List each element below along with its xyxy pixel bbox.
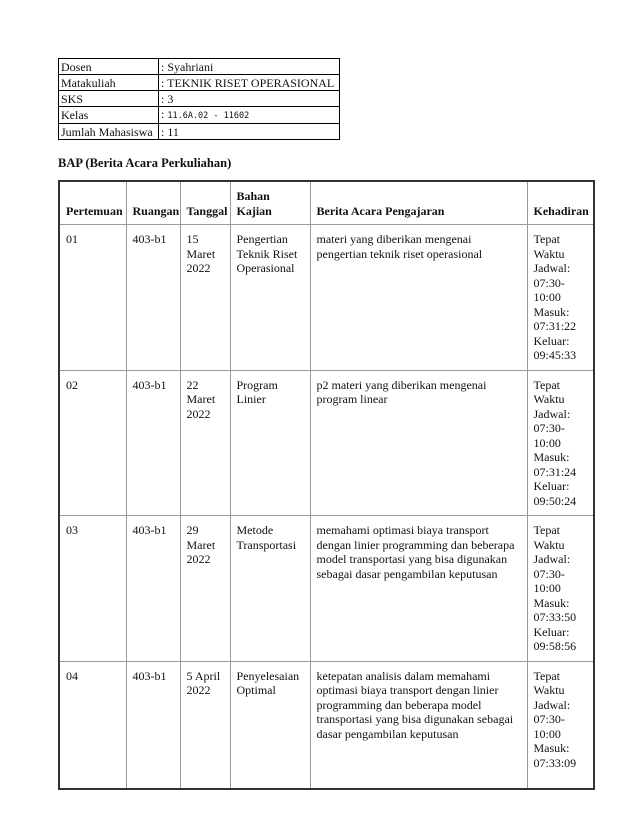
info-value-text: TEKNIK RISET OPERASIONAL	[167, 75, 335, 90]
kehadiran-status: Tepat Waktu	[533, 523, 565, 552]
bap-header-row	[59, 181, 594, 225]
cell-ruangan: 403-b1	[126, 661, 180, 789]
info-value-text: 11	[167, 124, 179, 139]
info-separator: :	[161, 75, 165, 90]
cell-kehadiran	[527, 516, 594, 662]
info-row-kelas	[59, 107, 340, 124]
kehadiran-keluar: Keluar: 09:45:33	[533, 333, 577, 362]
kehadiran-jadwal: Jadwal: 07:30-10:00	[533, 406, 571, 450]
kehadiran-jadwal: Jadwal: 07:30-10:00	[533, 697, 571, 741]
kehadiran-masuk: Masuk: 07:33:50	[533, 595, 577, 624]
kehadiran-keluar: Keluar: 09:58:56	[533, 624, 577, 653]
table-row	[59, 516, 594, 662]
kehadiran-masuk: Masuk: 07:33:09	[533, 741, 577, 770]
kehadiran-status: Tepat Waktu	[533, 232, 565, 261]
cell-berita: materi yang diberikan mengenai pengertian teknik riset operasional	[310, 225, 527, 371]
cell-ruangan: 403-b1	[126, 370, 180, 516]
kehadiran-status: Tepat Waktu	[533, 668, 565, 697]
cell-bahan: Penyelesaian Optimal	[230, 661, 310, 789]
cell-ruangan: 403-b1	[126, 516, 180, 662]
header-berita-acara: Berita Acara Pengajaran	[310, 181, 527, 225]
info-row-dosen	[59, 59, 340, 75]
course-info-table	[58, 58, 340, 140]
info-row-sks	[59, 91, 340, 107]
cell-pertemuan: 03	[59, 516, 126, 662]
kehadiran-status: Tepat Waktu	[533, 377, 565, 406]
info-row-jumlah-mahasiswa	[59, 124, 340, 140]
cell-bahan: Program Linier	[230, 370, 310, 516]
cell-berita: ketepatan analisis dalam memahami optimasi biaya transport dengan linier programming dan beberapa model transportasi yang bisa digunakan sebagai dasar pengambilan keputusan	[310, 661, 527, 789]
cell-kehadiran	[527, 370, 594, 516]
cell-pertemuan: 02	[59, 370, 126, 516]
header-pertemuan: Pertemuan	[59, 181, 126, 225]
info-key: Kelas	[59, 107, 159, 124]
cell-bahan: Metode Transportasi	[230, 516, 310, 662]
bap-title: BAP (Berita Acara Perkuliahan)	[58, 156, 232, 170]
cell-kehadiran	[527, 225, 594, 371]
table-row	[59, 225, 594, 371]
info-row-matakuliah	[59, 75, 340, 91]
cell-pertemuan: 01	[59, 225, 126, 371]
cell-tanggal: 22 Maret 2022	[180, 370, 230, 516]
kehadiran-jadwal: Jadwal: 07:30-10:00	[533, 552, 571, 595]
cell-berita: memahami optimasi biaya transport dengan linier programming dan beberapa model transportasi yang bisa digunakan sebagai dasar pengambilan keputusan	[310, 516, 527, 662]
info-key: Matakuliah	[59, 75, 159, 91]
header-tanggal: Tanggal	[180, 181, 230, 225]
cell-tanggal: 5 April 2022	[180, 661, 230, 789]
header-bahan-kajian: Bahan Kajian	[230, 181, 310, 225]
cell-ruangan: 403-b1	[126, 225, 180, 371]
info-value-text: Syahriani	[167, 59, 214, 74]
info-key: Jumlah Mahasiswa	[59, 124, 159, 140]
kehadiran-jadwal: Jadwal: 07:30-10:00	[533, 261, 571, 304]
cell-kehadiran	[527, 661, 594, 789]
info-separator: :	[161, 91, 165, 106]
cell-bahan: Pengertian Teknik Riset Operasional	[230, 225, 310, 371]
info-value	[159, 75, 340, 91]
info-value	[159, 124, 340, 140]
info-key: SKS	[59, 91, 159, 107]
table-row	[59, 661, 594, 789]
info-separator: :	[161, 124, 165, 139]
info-key: Dosen	[59, 59, 159, 75]
info-value-text: 3	[167, 91, 174, 106]
kehadiran-masuk: Masuk: 07:31:24	[533, 450, 577, 479]
bap-table	[58, 180, 595, 790]
table-row	[59, 370, 594, 516]
kehadiran-keluar: Keluar: 09:50:24	[533, 479, 577, 508]
info-value	[159, 91, 340, 107]
cell-tanggal: 29 Maret 2022	[180, 516, 230, 662]
cell-berita: p2 materi yang diberikan mengenai program linear	[310, 370, 527, 516]
cell-pertemuan: 04	[59, 661, 126, 789]
header-kehadiran: Kehadiran	[527, 181, 594, 225]
kehadiran-masuk: Masuk: 07:31:22	[533, 304, 577, 333]
info-value	[159, 59, 340, 75]
info-separator: :	[161, 59, 165, 74]
info-value-text: 11.6A.02 - 11602	[167, 111, 250, 121]
header-ruangan: Ruangan	[126, 181, 180, 225]
info-value	[159, 107, 340, 124]
info-separator: :	[161, 107, 165, 121]
cell-tanggal: 15 Maret 2022	[180, 225, 230, 371]
